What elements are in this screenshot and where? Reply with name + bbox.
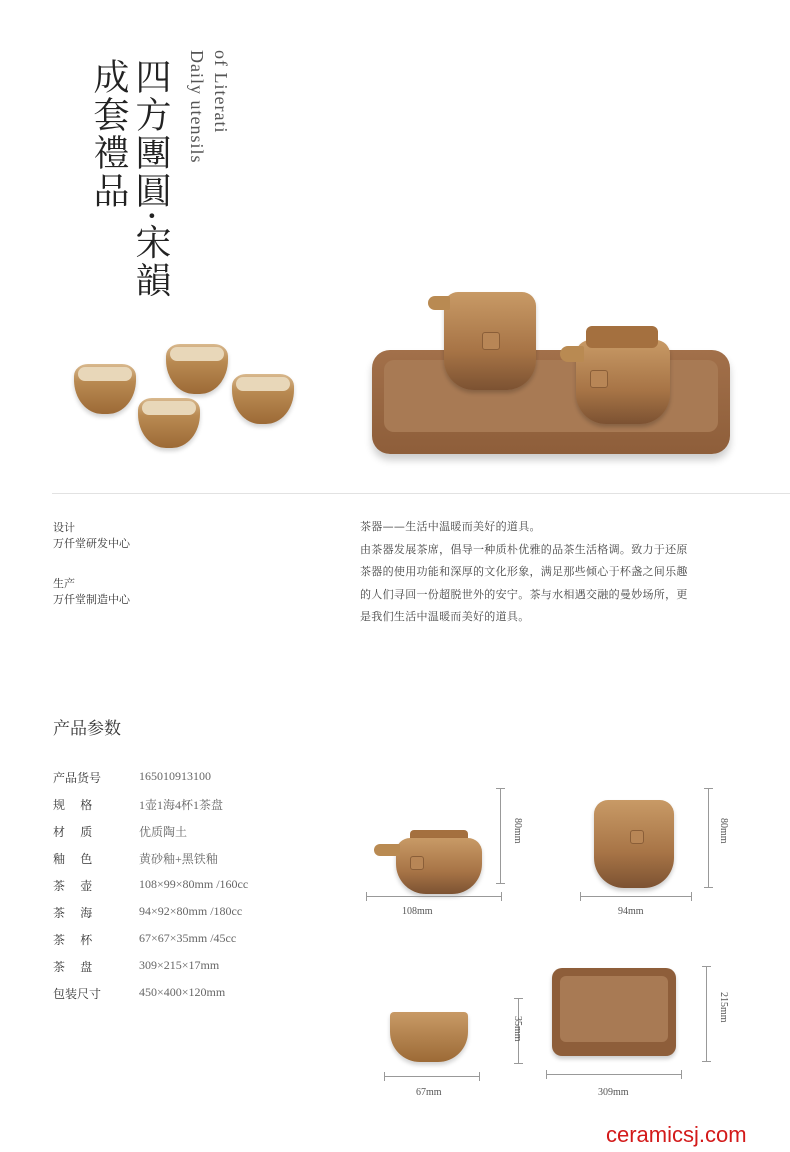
tray-width-label: 309mm (598, 1087, 629, 1098)
spec-label: 茶 杯 (53, 933, 93, 947)
production-label: 生产 (53, 577, 75, 590)
dimension-tick (681, 1070, 682, 1079)
teapot-body-small (396, 838, 482, 894)
teapot-dimension-drawing (360, 780, 510, 920)
width-dimension-line (546, 1074, 682, 1075)
teapot-knob (590, 370, 608, 388)
pitcher-body-small (594, 800, 674, 888)
spec-value: 优质陶土 (139, 825, 188, 839)
cup-image (74, 364, 136, 414)
description-line: 由茶器发展茶席，倡导一种质朴优雅的品茶生活格调。致力于还原 (360, 542, 688, 556)
dimension-tick (580, 892, 581, 901)
height-dimension-line (708, 788, 709, 888)
dimension-tick (704, 887, 713, 888)
pitcher-spout (428, 296, 450, 310)
dimension-tick (546, 1070, 547, 1079)
spec-label: 茶 盘 (53, 960, 93, 974)
design-value: 万仟堂研发中心 (53, 537, 130, 550)
width-dimension-line (384, 1076, 480, 1077)
dimension-tick (496, 883, 505, 884)
teapot-spout (560, 346, 584, 362)
tray-height-label: 215mm (718, 992, 729, 1023)
spec-label: 规 格 (53, 798, 93, 812)
english-subtitle-line2: of Literati (211, 50, 231, 134)
watermark-text: ceramicsj.com (606, 1122, 747, 1147)
description-paragraph (360, 516, 780, 629)
teapot-lid (586, 326, 658, 348)
dimension-tick (704, 788, 713, 789)
spec-value: 黄砂釉+黑铁釉 (139, 852, 218, 866)
pitcher-knob-small (630, 830, 644, 844)
cup-dimension-drawing (380, 990, 530, 1090)
dimension-tick (514, 998, 523, 999)
width-dimension-line (580, 896, 692, 897)
teapot-height-label: 80mm (512, 818, 523, 844)
vertical-title-product-name: 四方團圓·宋韻 (130, 58, 171, 300)
cup-image (232, 374, 294, 424)
pitcher-height-label: 80mm (718, 818, 729, 844)
description-line: 的人们寻回一份超脱世外的安宁。茶与水相遇交融的曼妙场所，更 (360, 587, 688, 601)
dimension-tick (366, 892, 367, 901)
vertical-title-gift-set: 成套禮品 (88, 58, 129, 210)
cup-height-label: 35mm (512, 1016, 523, 1042)
cup-image (166, 344, 228, 394)
dimension-tick (501, 892, 502, 901)
pitcher-knob (482, 332, 500, 350)
dimension-tick (702, 1061, 711, 1062)
description-line: 茶器——生活中温暖而美好的道具。 (360, 520, 541, 533)
product-photo-cups (70, 340, 290, 470)
spec-value: 165010913100 (139, 769, 211, 783)
dimension-tick (479, 1072, 480, 1081)
spec-label: 茶 壶 (53, 879, 93, 893)
spec-label: 茶 海 (53, 906, 93, 920)
spec-value: 1壶1海4杯1茶盘 (139, 798, 224, 812)
spec-value: 309×215×17mm (139, 958, 220, 972)
spec-label: 釉 色 (53, 852, 93, 866)
width-dimension-line (366, 896, 502, 897)
spec-value: 94×92×80mm /180cc (139, 904, 243, 918)
dimension-tick (514, 1063, 523, 1064)
spec-label: 产品货号 (53, 771, 102, 785)
cup-body-small (390, 1012, 468, 1062)
english-subtitle-line1: Daily utensils (187, 50, 207, 164)
teapot-image (576, 340, 670, 424)
dimension-tick (691, 892, 692, 901)
spec-value: 108×99×80mm /160cc (139, 877, 249, 891)
spec-value: 67×67×35mm /45cc (139, 931, 237, 945)
production-value: 万仟堂制造中心 (53, 593, 130, 606)
tray-body-small (552, 968, 676, 1056)
dimension-tick (702, 966, 711, 967)
design-label: 设计 (53, 521, 75, 534)
description-line: 是我们生活中温暖而美好的道具。 (360, 610, 530, 623)
dimension-tick (496, 788, 505, 789)
teapot-spout-small (374, 844, 400, 856)
pitcher-dimension-drawing (580, 780, 730, 920)
cup-image (138, 398, 200, 448)
section-divider (52, 493, 790, 494)
spec-label: 材 质 (53, 825, 93, 839)
cup-width-label: 67mm (416, 1087, 442, 1098)
height-dimension-line (500, 788, 501, 884)
pitcher-width-label: 94mm (618, 906, 644, 917)
specs-title: 产品参数 (53, 719, 121, 739)
dimension-tick (384, 1072, 385, 1081)
spec-label: 包装尺寸 (53, 987, 102, 1001)
height-dimension-line (706, 966, 707, 1062)
tray-surface-small (560, 976, 668, 1042)
product-photo-tray (372, 350, 730, 454)
description-line: 茶器的使用功能和深厚的文化形象，满足那些倾心于杯盏之间乐趣 (360, 565, 688, 578)
spec-value: 450×400×120mm (139, 985, 226, 999)
pitcher-image (444, 292, 536, 390)
tray-dimension-drawing (546, 962, 716, 1082)
teapot-knob-small (410, 856, 424, 870)
teapot-width-label: 108mm (402, 906, 433, 917)
